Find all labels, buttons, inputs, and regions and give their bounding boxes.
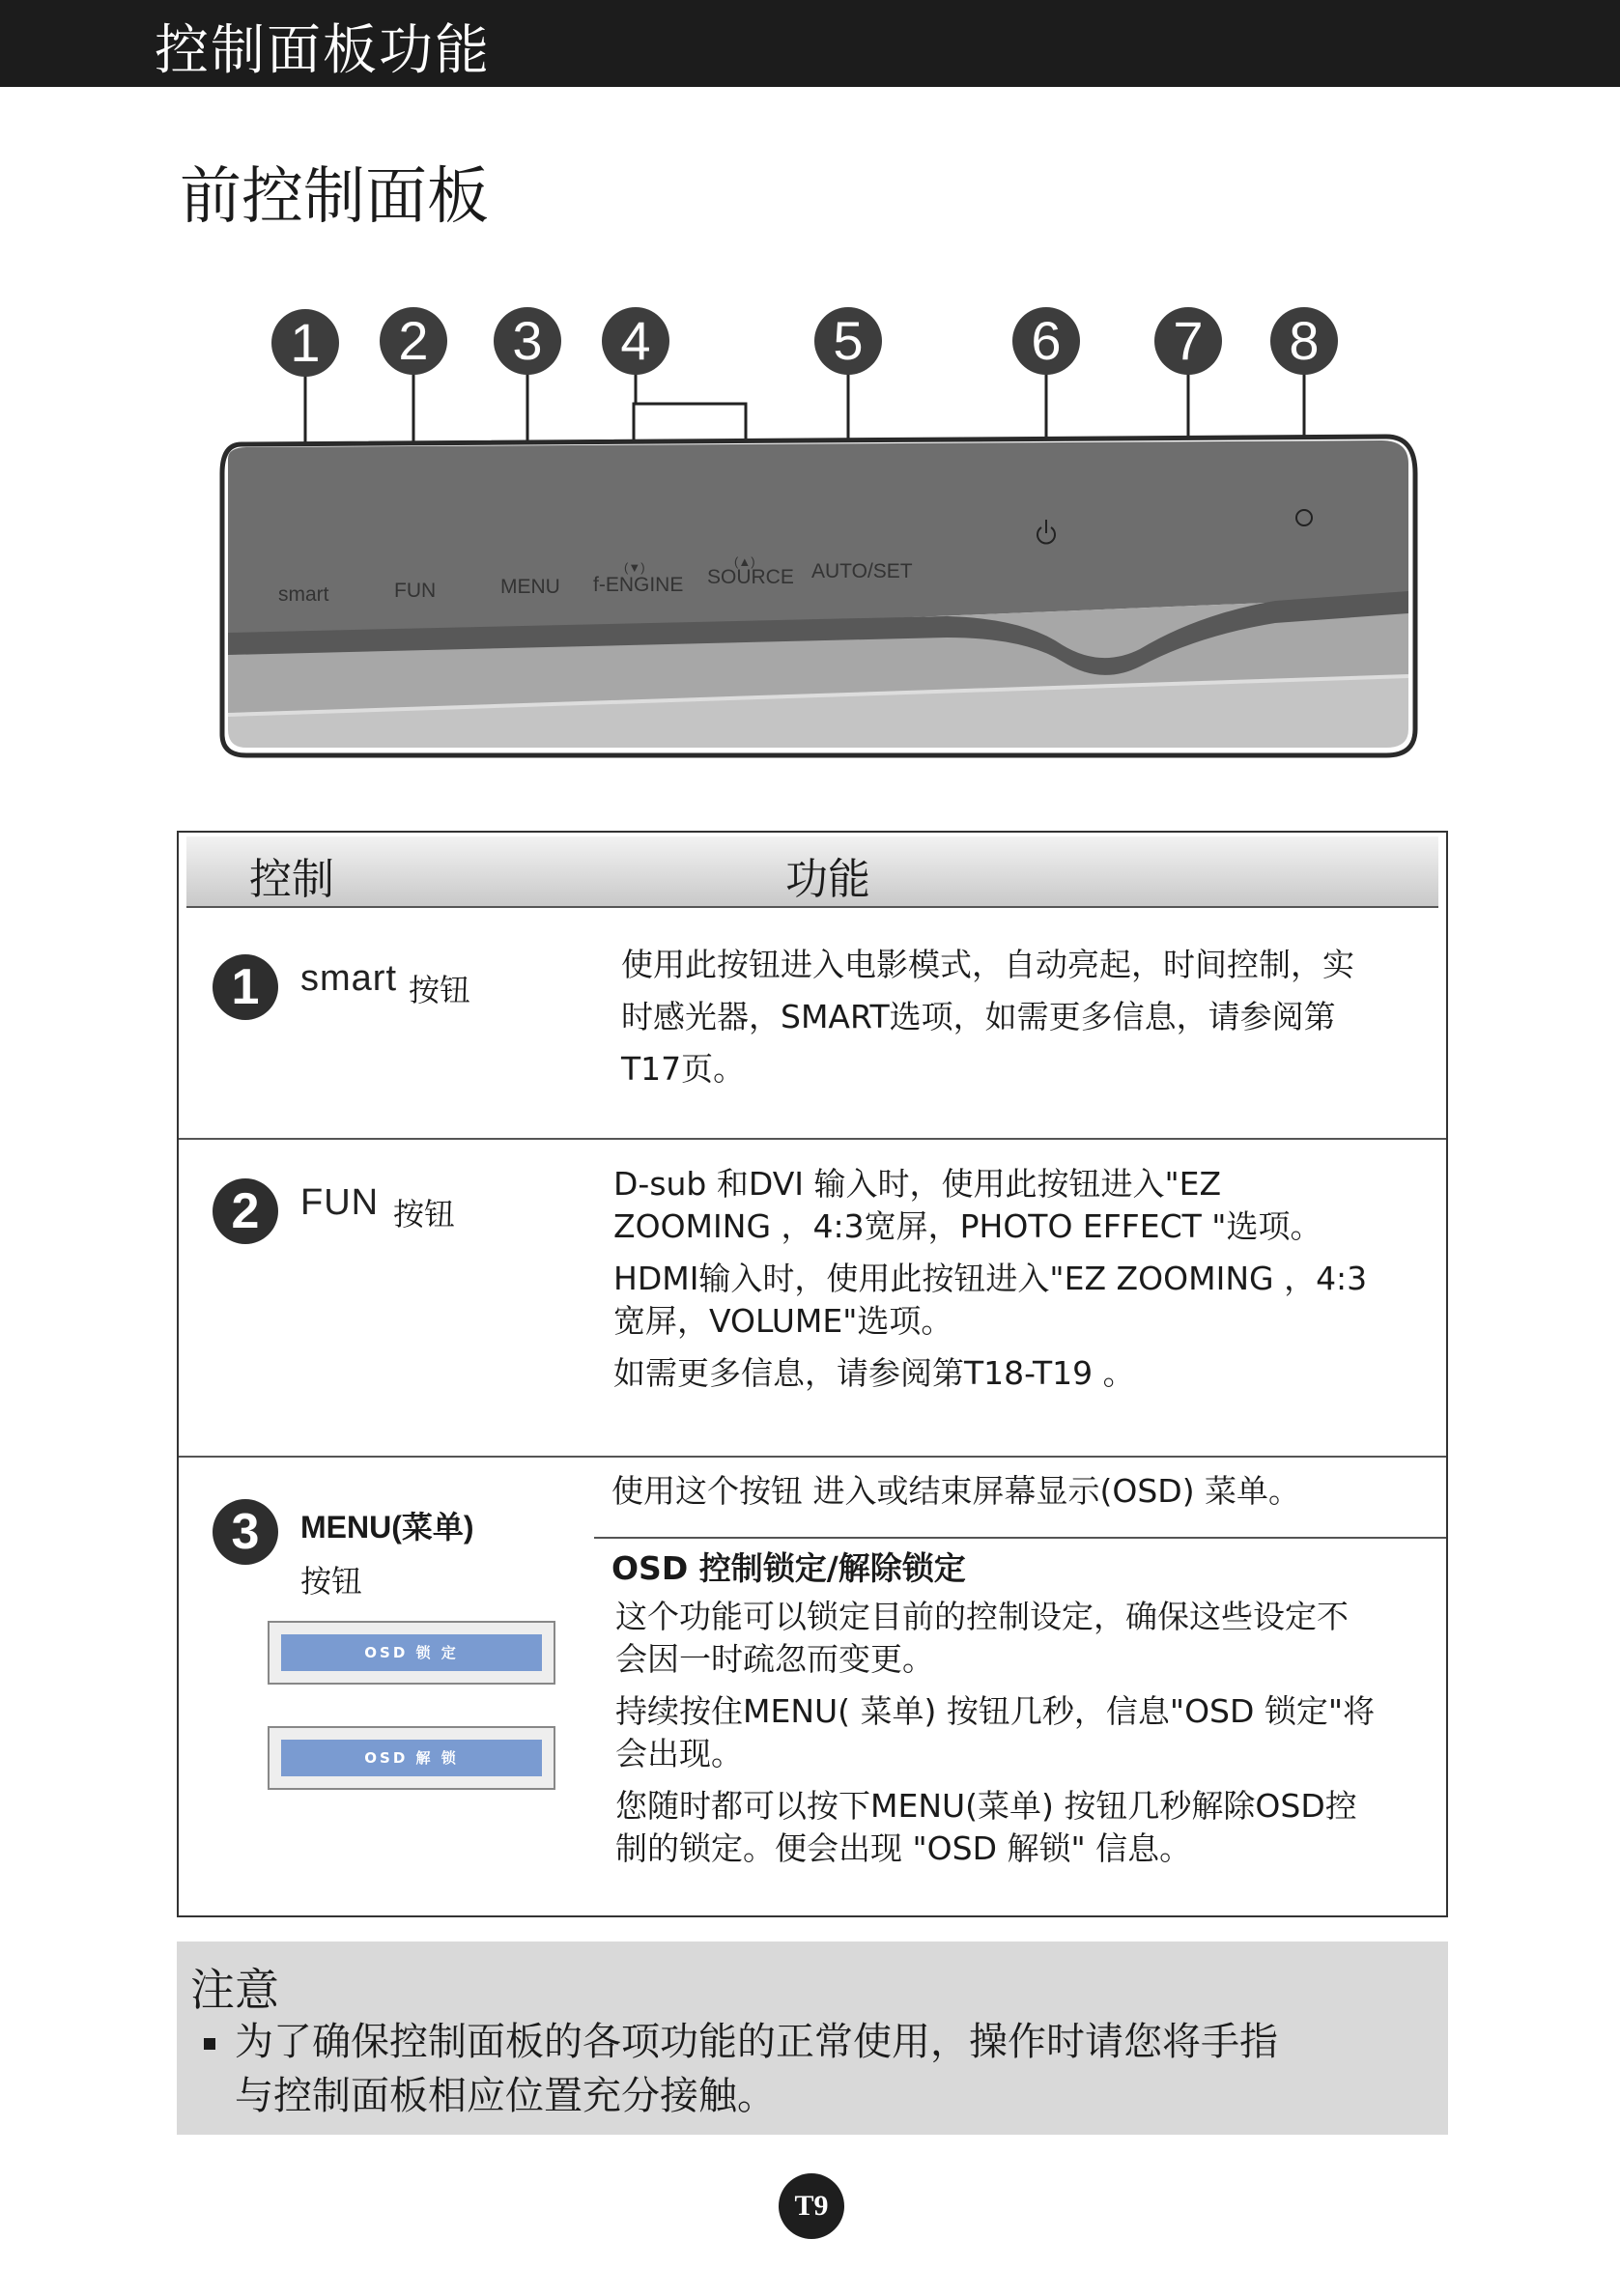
source-arrow-label: (▲): [734, 554, 755, 569]
table-header: [186, 836, 1438, 908]
row-divider: [179, 1456, 1446, 1458]
row3-line: 您随时都可以按下MENU(菜单) 按钮几秒解除OSD控: [615, 1787, 1357, 1825]
smart-logo: smart: [300, 958, 397, 999]
row3-line: 持续按住MENU( 菜单) 按钮几秒，信息"OSD 锁定"将: [615, 1692, 1376, 1730]
callout-7: 7: [1154, 307, 1222, 375]
row1-button-label: 按钮: [409, 972, 471, 1008]
callout-1: 1: [271, 309, 339, 377]
row3-top-text: 使用这个按钮 进入或结束屏幕显示(OSD) 菜单。: [611, 1472, 1301, 1510]
row3-button-label: 按钮: [300, 1563, 363, 1600]
fengine-label: f-ENGINE: [593, 574, 684, 596]
row2-number-badge: 2: [213, 1178, 278, 1244]
menu-label: MENU: [500, 576, 560, 598]
fengine-arrow-label: (▼): [624, 560, 645, 575]
callout-6: 6: [1012, 307, 1080, 375]
row1-line: 时感光器，SMART选项，如需更多信息，请参阅第: [621, 998, 1336, 1035]
note-title: 注意: [190, 1964, 279, 2016]
osd-unlock-text: OSD 解 锁: [281, 1740, 542, 1776]
row1-number-badge: 1: [213, 954, 278, 1020]
header-title: 控制面板功能: [155, 19, 491, 82]
row3-number-badge: 3: [213, 1499, 278, 1565]
note-text: [235, 2015, 1423, 2123]
header-function: 功能: [785, 855, 870, 904]
note-box: [177, 1942, 1448, 2135]
row2-line: ZOOMING ，4:3宽屏，PHOTO EFFECT "选项。: [613, 1207, 1322, 1245]
smart-label: smart: [278, 583, 329, 606]
section-title: 前控制面板: [180, 161, 489, 233]
controls-table: [177, 831, 1448, 1917]
front-panel-diagram: [213, 290, 1420, 773]
row3-line: 会因一时疏忽而变更。: [615, 1640, 934, 1678]
autoset-label: AUTO/SET: [811, 560, 913, 582]
header-bar: [0, 0, 1620, 87]
row1-description: [621, 939, 1354, 1095]
row2-description: [613, 1163, 1367, 1395]
osd-unlock-message-box: [268, 1726, 555, 1790]
callout-4: 4: [602, 307, 669, 375]
osd-lock-text: OSD 锁 定: [281, 1634, 542, 1671]
fun-label: FUN: [394, 580, 437, 602]
callout-5: 5: [814, 307, 882, 375]
row1-line: 使用此按钮进入电影模式，自动亮起，时间控制，实: [621, 946, 1354, 983]
row2-line: 宽屏，VOLUME"选项。: [613, 1302, 953, 1340]
row3-line: 制的锁定。便会出现 "OSD 解锁" 信息。: [615, 1829, 1192, 1867]
menu-button-label: MENU(菜单): [300, 1510, 474, 1545]
page-number: T9: [779, 2173, 844, 2239]
note-line: 与控制面板相应位置充分接触。: [235, 2074, 776, 2118]
row2-line: 如需更多信息，请参阅第T18-T19 。: [613, 1354, 1135, 1392]
row1-line: T17页。: [621, 1050, 746, 1088]
header-control: 控制: [249, 855, 334, 904]
source-label: SOURCE: [707, 566, 794, 588]
osd-lock-subtitle: OSD 控制锁定/解除锁定: [611, 1549, 966, 1587]
osd-lock-message-box: [268, 1621, 555, 1685]
row-divider: [179, 1138, 1446, 1140]
bullet-icon: [204, 2038, 215, 2050]
row2-line: D-sub 和DVI 输入时，使用此按钮进入"EZ: [613, 1165, 1222, 1203]
row3-inner-divider: [594, 1537, 1446, 1539]
row3-line: 这个功能可以锁定目前的控制设定，确保这些设定不: [615, 1598, 1349, 1635]
fun-logo: FUN: [300, 1182, 380, 1223]
callout-8: 8: [1270, 307, 1338, 375]
note-line: 为了确保控制面板的各项功能的正常使用，操作时请您将手指: [235, 2020, 1278, 2064]
row3-line: 会出现。: [615, 1735, 743, 1772]
row3-description: [615, 1596, 1375, 1870]
row2-line: HDMI输入时，使用此按钮进入"EZ ZOOMING ，4:3: [613, 1260, 1368, 1297]
row2-button-label: 按钮: [393, 1196, 456, 1233]
callout-2: 2: [380, 307, 447, 375]
callout-3: 3: [494, 307, 561, 375]
